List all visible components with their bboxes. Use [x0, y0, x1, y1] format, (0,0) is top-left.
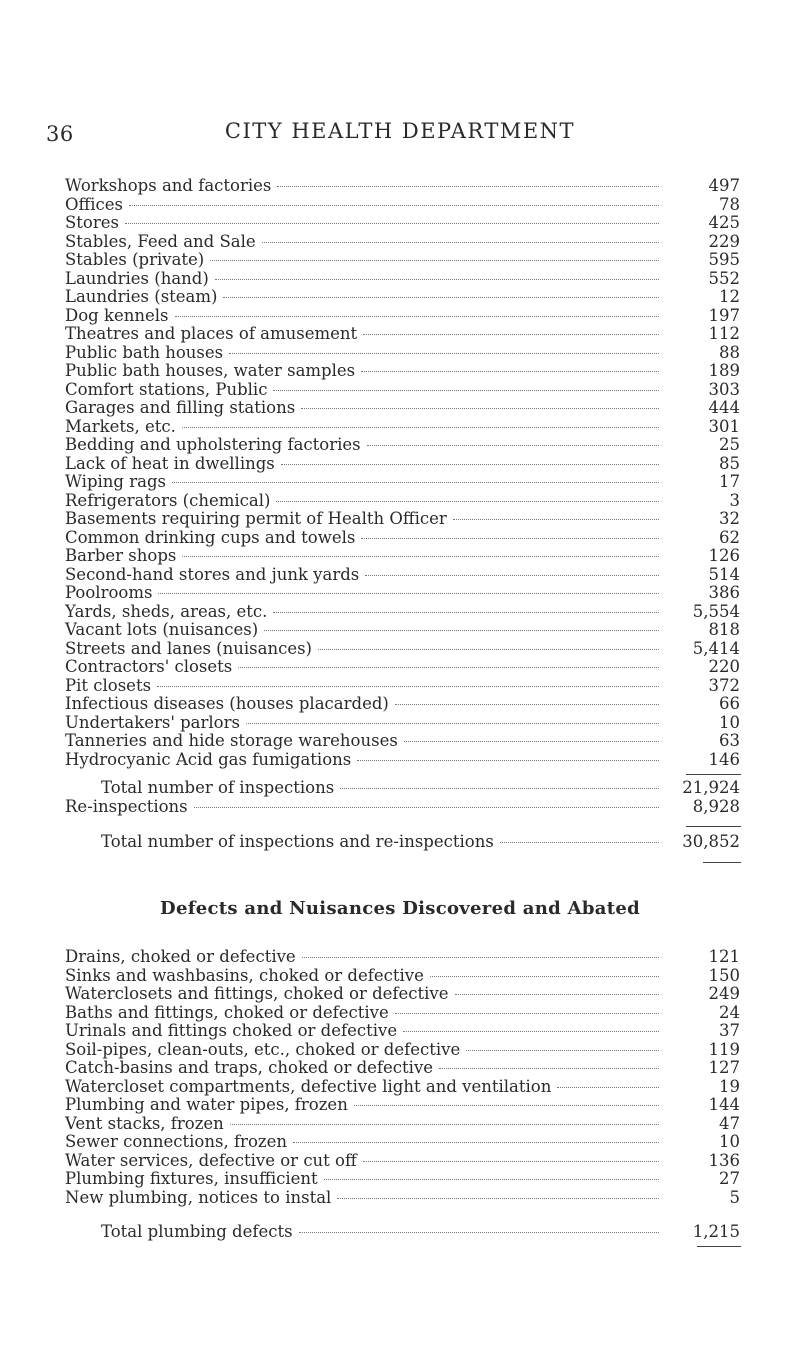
row-value: 12 [719, 287, 740, 306]
row-label: Sewer connections, frozen [65, 1132, 287, 1151]
row-value: 85 [719, 453, 740, 473]
row-value: 5,414 [692, 638, 740, 658]
dot-leader [340, 788, 659, 789]
row-label: Theatres and places of amusement [65, 324, 358, 343]
list-item [65, 985, 740, 1004]
row-label: Drains, choked or defective [65, 947, 296, 966]
row-value: 88 [719, 342, 740, 362]
list-item [65, 418, 740, 437]
dot-leader [276, 501, 659, 502]
row-value: 150 [708, 965, 740, 985]
row-value: 121 [708, 947, 740, 966]
list-item [65, 436, 740, 455]
dot-leader [365, 575, 659, 576]
inspections-list [65, 177, 740, 769]
row-label: Poolrooms [65, 583, 153, 602]
row-value: 3 [729, 490, 740, 510]
row-value: 220 [708, 657, 740, 676]
list-item [65, 714, 740, 733]
row-value: 5 [729, 1187, 740, 1207]
row-label: Workshops and factories [65, 176, 272, 195]
dot-leader [262, 242, 659, 243]
row-label: Laundries (hand) [65, 268, 209, 288]
dot-leader [125, 223, 659, 224]
row-value: 17 [719, 472, 740, 491]
total-inspections-row [65, 779, 740, 798]
dot-leader [277, 186, 659, 187]
row-value: 552 [708, 268, 740, 288]
row-label: Markets, etc. [65, 416, 176, 436]
row-label: Catch-basins and traps, choked or defective [65, 1058, 434, 1077]
list-item [65, 584, 740, 603]
row-value: 10 [719, 1132, 740, 1151]
dot-leader [439, 1068, 659, 1069]
row-value: 19 [719, 1076, 740, 1096]
row-label: Pit closets [65, 675, 152, 695]
dot-leader [210, 260, 659, 261]
list-item [65, 1022, 740, 1041]
dot-leader [363, 334, 659, 335]
column-rule [686, 826, 741, 827]
list-item [65, 1004, 740, 1023]
row-value: 818 [708, 620, 740, 639]
row-value: 386 [708, 583, 740, 602]
row-label: Tanneries and hide storage warehouses [65, 731, 398, 750]
list-item [65, 1041, 740, 1060]
list-item [65, 547, 740, 566]
dot-leader [404, 741, 659, 742]
list-item [65, 307, 740, 326]
reinspections-row [65, 798, 740, 817]
row-label: Vent stacks, frozen [65, 1113, 224, 1133]
list-item [65, 967, 740, 986]
row-label: Stables, Feed and Sale [65, 231, 256, 251]
dot-leader [215, 279, 659, 280]
row-value: 1,215 [692, 1222, 740, 1241]
row-value: 112 [708, 324, 740, 343]
list-item [65, 1059, 740, 1078]
row-label: Public bath houses, water samples [65, 361, 356, 380]
grand-total [65, 833, 740, 852]
column-rule [697, 1246, 741, 1247]
list-item [65, 640, 740, 659]
dot-leader [318, 649, 659, 650]
row-value: 5,554 [692, 601, 740, 621]
dot-leader [301, 408, 659, 409]
row-label: Second-hand stores and junk yards [65, 564, 360, 584]
list-item [65, 510, 740, 529]
list-item [65, 381, 740, 400]
dot-leader [281, 464, 659, 465]
row-value: 78 [719, 194, 740, 214]
dot-leader [223, 297, 659, 298]
row-label: Garages and filling stations [65, 398, 296, 417]
defects-list [65, 948, 740, 1207]
dot-leader [395, 704, 659, 705]
row-label: Baths and fittings, choked or defective [65, 1002, 389, 1022]
row-label: Laundries (steam) [65, 287, 218, 306]
dot-leader [361, 538, 659, 539]
dot-leader [182, 556, 659, 557]
dot-leader [230, 1124, 659, 1125]
dot-leader [361, 371, 659, 372]
list-item [65, 621, 740, 640]
row-value: 119 [708, 1039, 740, 1059]
row-value: 372 [708, 675, 740, 695]
list-item [65, 732, 740, 751]
row-label: Basements requiring permit of Health Officer [65, 509, 447, 528]
list-item [65, 492, 740, 511]
row-label: Comfort stations, Public [65, 379, 268, 399]
row-value: 127 [708, 1058, 740, 1077]
list-item [65, 1170, 740, 1189]
row-label: Total plumbing defects [101, 1222, 293, 1241]
dot-leader [273, 390, 659, 391]
row-value: 301 [708, 416, 740, 436]
list-item [65, 751, 740, 770]
list-item [65, 399, 740, 418]
list-item [65, 233, 740, 252]
dot-leader [357, 760, 659, 761]
dot-leader [324, 1179, 659, 1180]
row-value: 514 [708, 564, 740, 584]
row-label: Offices [65, 194, 123, 214]
dot-leader [430, 976, 659, 977]
dot-leader [129, 205, 659, 206]
column-rule [686, 774, 741, 775]
list-item [65, 362, 740, 381]
row-value: 10 [719, 712, 740, 732]
row-value: 27 [719, 1169, 740, 1188]
dot-leader [337, 1198, 659, 1199]
row-label: Barber shops [65, 546, 177, 565]
inspection-totals [65, 779, 740, 816]
dot-leader [395, 1013, 659, 1014]
row-label: Wiping rags [65, 472, 166, 491]
row-label: Sinks and washbasins, choked or defective [65, 965, 424, 985]
dot-leader [182, 427, 659, 428]
row-label: Water services, defective or cut off [65, 1150, 357, 1170]
row-label: Total number of inspections and re-inspections [101, 832, 494, 851]
row-value: 21,924 [682, 778, 740, 797]
list-item [65, 1096, 740, 1115]
row-value: 229 [708, 231, 740, 251]
row-value: 595 [708, 250, 740, 269]
dot-leader [175, 316, 660, 317]
dot-leader [453, 519, 659, 520]
row-label: Bedding and upholstering factories [65, 435, 361, 454]
list-item [65, 1115, 740, 1134]
row-label: Plumbing and water pipes, frozen [65, 1095, 348, 1114]
list-item [65, 251, 740, 270]
row-value: 425 [708, 213, 740, 232]
row-label: Common drinking cups and towels [65, 527, 356, 547]
row-label: New plumbing, notices to instal [65, 1187, 332, 1207]
list-item [65, 288, 740, 307]
row-label: Watercloset compartments, defective light and ventilation [65, 1076, 552, 1096]
row-label: Infectious diseases (houses placarded) [65, 694, 389, 713]
list-item [65, 1152, 740, 1171]
row-label: Lack of heat in dwellings [65, 453, 275, 473]
dot-leader [157, 686, 659, 687]
page-title: CITY HEALTH DEPARTMENT [224, 119, 576, 143]
list-item [65, 948, 740, 967]
dot-leader [293, 1142, 659, 1143]
row-label: Stores [65, 213, 119, 232]
row-label: Re-inspections [65, 796, 188, 816]
dot-leader [367, 445, 659, 446]
list-item [65, 566, 740, 585]
dot-leader [299, 1232, 659, 1233]
row-value: 32 [719, 509, 740, 528]
row-label: Total number of inspections [101, 778, 335, 797]
row-label: Refrigerators (chemical) [65, 490, 271, 510]
row-value: 497 [708, 176, 740, 195]
row-value: 8,928 [692, 796, 740, 816]
dot-leader [246, 723, 659, 724]
list-item [65, 196, 740, 215]
row-value: 146 [708, 749, 740, 769]
row-value: 37 [719, 1021, 740, 1040]
list-item [65, 325, 740, 344]
dot-leader [466, 1050, 659, 1051]
row-label: Urinals and fittings choked or defective [65, 1021, 398, 1040]
dot-leader [158, 593, 659, 594]
dot-leader [229, 353, 659, 354]
row-value: 62 [719, 527, 740, 547]
dot-leader [354, 1105, 659, 1106]
dot-leader [557, 1087, 659, 1088]
dot-leader [238, 667, 659, 668]
row-label: Hydrocyanic Acid gas fumigations [65, 749, 352, 769]
list-item [65, 214, 740, 233]
row-value: 444 [708, 398, 740, 417]
row-value: 144 [708, 1095, 740, 1114]
row-label: Soil-pipes, clean-outs, etc., choked or defective [65, 1039, 461, 1059]
row-label: Plumbing fixtures, insufficient [65, 1169, 318, 1188]
row-label: Waterclosets and fittings, choked or defective [65, 984, 449, 1003]
list-item [65, 529, 740, 548]
list-item [65, 603, 740, 622]
list-item [65, 677, 740, 696]
page-number: 36 [46, 122, 74, 146]
row-label: Dog kennels [65, 305, 169, 325]
dot-leader [363, 1161, 659, 1162]
dot-leader [273, 612, 659, 613]
section-heading: Defects and Nuisances Discovered and Abated [160, 898, 640, 919]
row-value: 126 [708, 546, 740, 565]
row-label: Contractors' closets [65, 657, 233, 676]
list-item [65, 1078, 740, 1097]
row-value: 66 [719, 694, 740, 713]
list-item [65, 473, 740, 492]
list-item [65, 270, 740, 289]
list-item [65, 455, 740, 474]
row-value: 249 [708, 984, 740, 1003]
dot-leader [500, 842, 659, 843]
defects-total [65, 1223, 740, 1242]
row-label: Yards, sheds, areas, etc. [65, 601, 268, 621]
defects-total-row [65, 1223, 740, 1242]
row-value: 197 [708, 305, 740, 325]
row-label: Public bath houses [65, 342, 224, 362]
row-value: 63 [719, 731, 740, 750]
row-value: 30,852 [682, 832, 740, 851]
grand-total-row [65, 833, 740, 852]
row-label: Undertakers' parlors [65, 712, 240, 732]
list-item [65, 344, 740, 363]
row-label: Stables (private) [65, 250, 205, 269]
list-item [65, 658, 740, 677]
dot-leader [172, 482, 659, 483]
list-item [65, 695, 740, 714]
dot-leader [455, 994, 659, 995]
dot-leader [302, 957, 659, 958]
list-item [65, 1189, 740, 1208]
row-value: 25 [719, 435, 740, 454]
list-item [65, 177, 740, 196]
row-value: 47 [719, 1113, 740, 1133]
row-value: 303 [708, 379, 740, 399]
dot-leader [194, 807, 659, 808]
dot-leader [403, 1031, 659, 1032]
row-value: 24 [719, 1002, 740, 1022]
dot-leader [264, 630, 659, 631]
row-label: Vacant lots (nuisances) [65, 620, 259, 639]
row-value: 189 [708, 361, 740, 380]
row-value: 136 [708, 1150, 740, 1170]
list-item [65, 1133, 740, 1152]
column-rule [703, 862, 741, 863]
row-label: Streets and lanes (nuisances) [65, 638, 312, 658]
